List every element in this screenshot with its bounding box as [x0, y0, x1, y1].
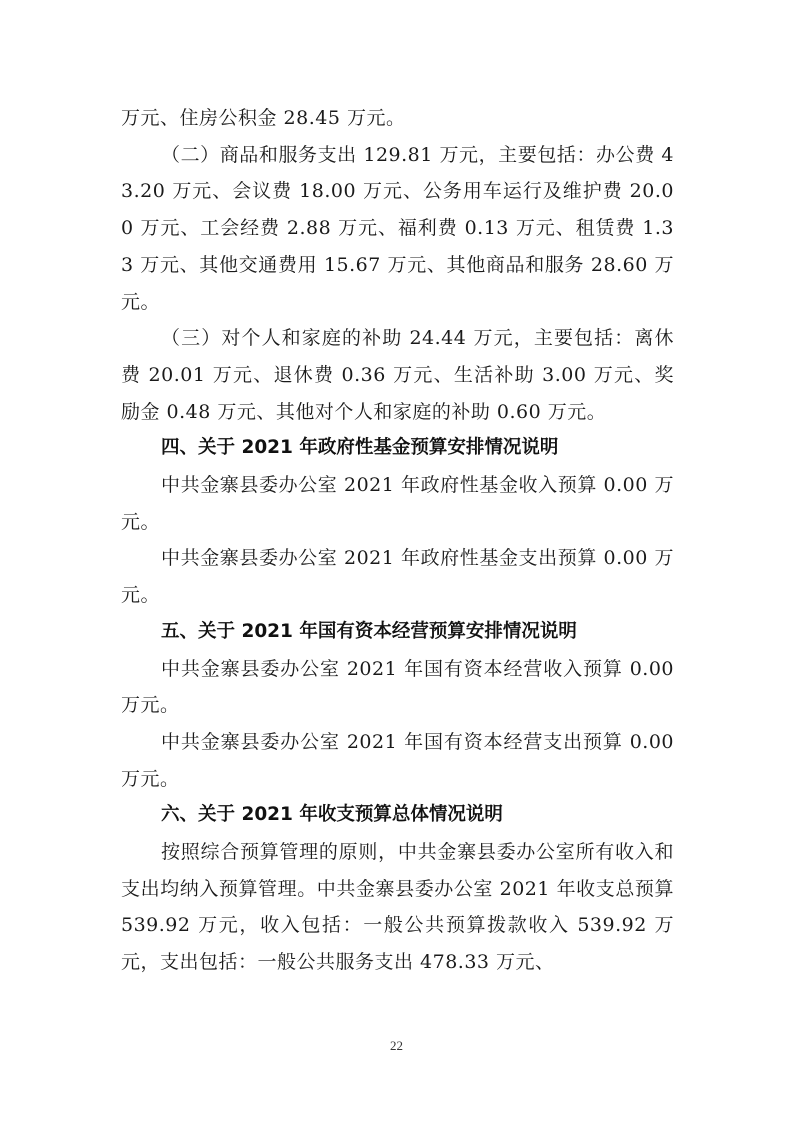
paragraph-gov-fund-income: 中共金寨县委办公室 2021 年政府性基金收入预算 0.00 万元。: [121, 474, 674, 533]
paragraph-state-capital-income: 中共金寨县委办公室 2021 年国有资本经营收入预算 0.00 万元。: [121, 657, 674, 717]
paragraph-state-capital-expenditure: 中共金寨县委办公室 2021 年国有资本经营支出预算 0.00 万元。: [121, 730, 674, 790]
page-number: 22: [390, 1038, 403, 1053]
heading-section-six: 六、关于 2021 年收支预算总体情况说明: [161, 804, 503, 826]
heading-section-five: 五、关于 2021 年国有资本经营预算安排情况说明: [161, 620, 577, 642]
document-body: [121, 100, 674, 981]
paragraph-subsidies: （三）对个人和家庭的补助 24.44 万元，主要包括：离休费 20.01 万元、退休费 0.36 万元、生活补助 3.00 万元、奖励金 0.48 万元、其他对个人和家庭的补助 0.60 万元。: [121, 327, 674, 423]
heading-section-four: 四、关于 2021 年政府性基金预算安排情况说明: [161, 437, 559, 459]
paragraph-overall-budget: 按照综合预算管理的原则，中共金寨县委办公室所有收入和支出均纳入预算管理。中共金寨县委办公室 2021 年收支总预算 539.92 万元，收入包括：一般公共预算拨款收入 539.92 万元，支出包括：一般公共服务支出 478.33 万元、: [121, 841, 674, 974]
paragraph-goods-and-services: （二）商品和服务支出 129.81 万元，主要包括：办公费 43.20 万元、会议费 18.00 万元、公务用车运行及维护费 20.00 万元、工会经费 2.88 万元、福利费 0.13 万元、租赁费 1.33 万元、其他交通费用 15.67 万元、其他商品和服务 28.60 万元。: [121, 143, 674, 313]
paragraph-gov-fund-expenditure: 中共金寨县委办公室 2021 年政府性基金支出预算 0.00 万元。: [121, 547, 674, 607]
paragraph-continued-housing-fund: 万元、住房公积金 28.45 万元。: [121, 107, 406, 129]
